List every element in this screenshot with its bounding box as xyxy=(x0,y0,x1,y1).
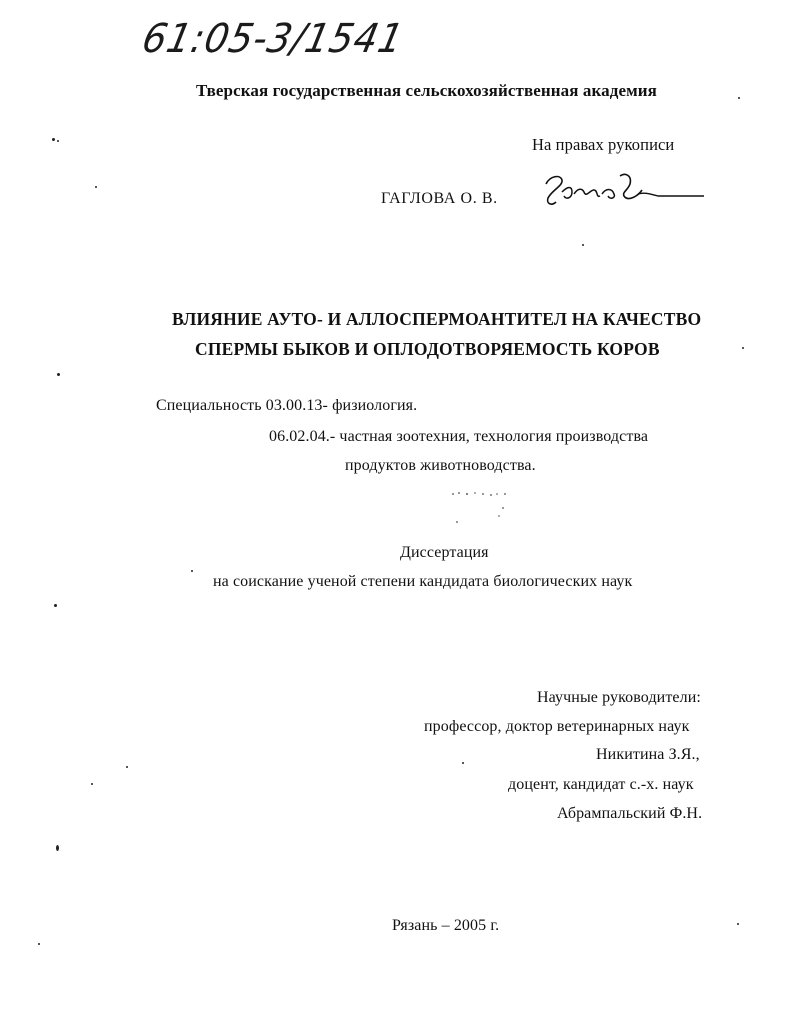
scan-speck xyxy=(57,373,60,376)
scan-speck xyxy=(54,604,57,607)
archive-code-handwritten: 61:05-3/1541 xyxy=(138,16,408,62)
scan-speck xyxy=(191,570,193,572)
specialty-line-3: продуктов животноводства. xyxy=(345,457,536,474)
scan-speck xyxy=(737,923,739,925)
title-line-1: ВЛИЯНИЕ АУТО- И АЛЛОСПЕРМОАНТИТЕЛ НА КАЧЕСТВО xyxy=(172,309,702,329)
place-and-year: Рязань – 2005 г. xyxy=(392,917,500,934)
scan-speck xyxy=(582,244,584,246)
specialty-line-2: 06.02.04.- частная зоотехния, технология производства xyxy=(269,428,649,445)
faint-stamp-mark xyxy=(445,486,535,526)
scan-speck xyxy=(91,783,93,785)
title-line-2: СПЕРМЫ БЫКОВ И ОПЛОДОТВОРЯЕМОСТЬ КОРОВ xyxy=(195,339,660,359)
scan-speck xyxy=(52,138,55,141)
scan-speck xyxy=(56,845,59,851)
scan-speck xyxy=(126,766,128,768)
dissertation-label: Диссертация xyxy=(400,544,489,561)
specialty-line-1: Специальность 03.00.13- физиология. xyxy=(156,397,418,414)
scan-speck xyxy=(38,943,40,945)
advisor-1-title: профессор, доктор ветеринарных наук xyxy=(424,718,690,735)
scan-speck xyxy=(742,347,744,349)
scan-speck xyxy=(57,140,59,142)
scan-speck xyxy=(738,97,740,99)
author-signature xyxy=(538,168,708,216)
advisors-heading: Научные руководители: xyxy=(537,689,701,706)
scan-speck xyxy=(95,186,97,188)
advisor-1-name: Никитина З.Я., xyxy=(596,746,700,763)
institution-name: Тверская государственная сельскохозяйственная академия xyxy=(196,81,657,100)
author-name: ГАГЛОВА О. В. xyxy=(381,190,498,207)
manuscript-note: На правах рукописи xyxy=(532,135,675,154)
dissertation-purpose: на соискание ученой степени кандидата биологических наук xyxy=(213,573,633,590)
advisor-2-title: доцент, кандидат с.-х. наук xyxy=(508,776,694,793)
scan-speck xyxy=(462,762,464,764)
advisor-2-name: Абрампальский Ф.Н. xyxy=(557,805,703,822)
